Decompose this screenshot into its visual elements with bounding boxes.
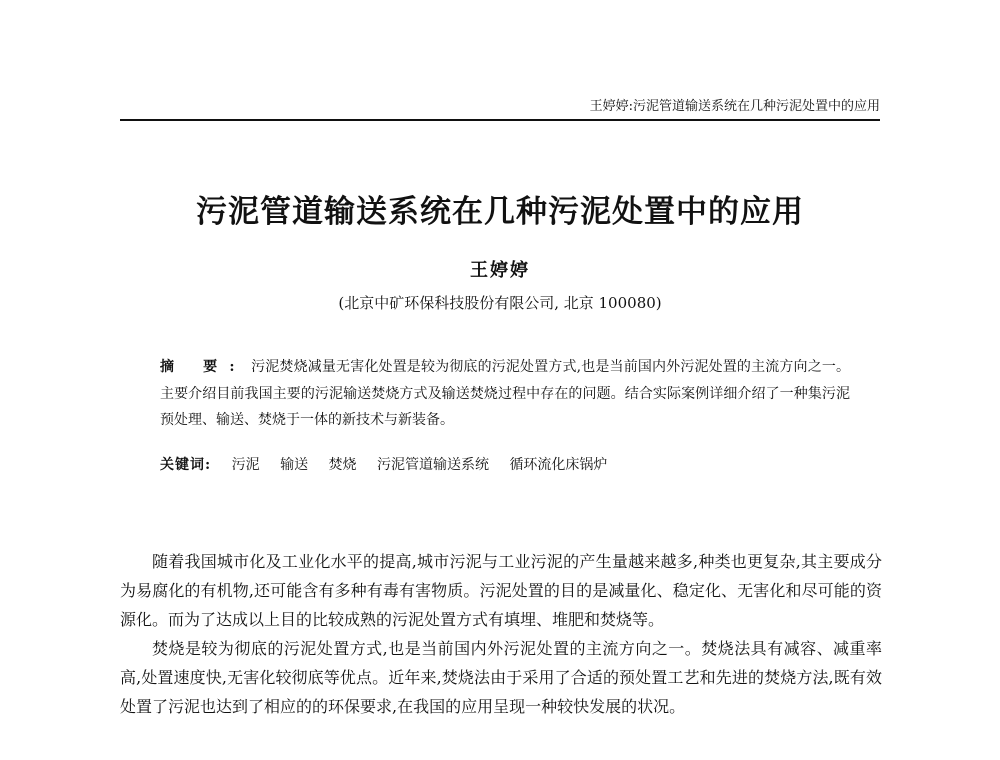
body-paragraph: 随着我国城市化及工业化水平的提高,城市污泥与工业污泥的产生量越来越多,种类也更复杂,其主要成分为易腐化的有机物,还可能含有多种有毒有害物质。污泥处置的目的是减量化、稳定化、无害化和尽可能的资源化。而为了达成以上目的比较成熟的污泥处置方式有填埋、堆肥和焚烧等。 xyxy=(120,552,882,629)
keyword-item: 焚烧 xyxy=(328,457,357,473)
author-name: 王婷婷 xyxy=(470,260,530,281)
body-text xyxy=(120,547,882,721)
keyword-item: 循环流化床锅炉 xyxy=(509,457,608,473)
running-head: 王婷婷:污泥管道输送系统在几种污泥处置中的应用 xyxy=(589,99,880,114)
article-title: 污泥管道输送系统在几种污泥处置中的应用 xyxy=(196,194,804,230)
author-affiliation: (北京中矿环保科技股份有限公司, 北京 100080) xyxy=(338,294,662,312)
keyword-item: 污泥 xyxy=(231,457,260,473)
body-paragraph: 焚烧是较为彻底的污泥处置方式,也是当前国内外污泥处置的主流方向之一。焚烧法具有减容、减重率高,处置速度快,无害化较彻底等优点。近年来,焚烧法由于采用了合适的预处置工艺和先进的焚烧方法,既有效处置了污泥也达到了相应的的环保要求,在我国的应用呈现一种较快发展的状况。 xyxy=(120,639,882,716)
keyword-item: 污泥管道输送系统 xyxy=(376,457,489,473)
abstract-label: 摘 要: xyxy=(160,359,247,375)
abstract xyxy=(160,354,850,434)
header-rule xyxy=(120,119,880,121)
keywords xyxy=(160,454,850,474)
keyword-item: 输送 xyxy=(280,457,309,473)
keywords-label: 关键词: xyxy=(160,457,212,473)
abstract-text: 污泥焚烧减量无害化处置是较为彻底的污泥处置方式,也是当前国内外污泥处置的主流方向之一。主要介绍目前我国主要的污泥输送焚烧方式及输送焚烧过程中存在的问题。结合实际案例详细介绍了一种集污泥预处理、输送、焚烧于一体的新技术与新装备。 xyxy=(160,359,851,428)
